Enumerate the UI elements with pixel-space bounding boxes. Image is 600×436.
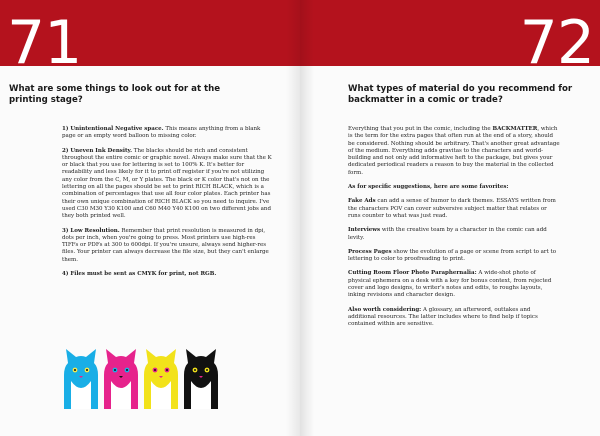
- list-item: [62, 271, 272, 278]
- list-item: [348, 198, 560, 220]
- item-heading: Fake Ads: [348, 198, 376, 205]
- cmyk-cats-illustration: [58, 345, 222, 411]
- list-item: [348, 270, 560, 299]
- gutter-shadow: [286, 0, 300, 436]
- list-item: [62, 126, 272, 141]
- list-item: [348, 307, 560, 329]
- gutter-shadow: [300, 0, 314, 436]
- item-text: can add a sense of humor to dark themes. ESSAYS written from the characters POV can cover subversive subject matter that relates or runs counter to what was just read.: [348, 198, 556, 219]
- cat-yellow-icon: [144, 349, 178, 409]
- answer-body: [62, 126, 272, 285]
- list-item: [348, 249, 560, 264]
- item-heading: Also worth considering:: [348, 306, 422, 313]
- item-text: with the creative team by a character in the comic can add levity.: [348, 227, 547, 241]
- list-item: [62, 228, 272, 264]
- item-heading: 1) Unintentional Negative space.: [62, 126, 164, 132]
- intro-text: Everything that you put in the comic, including the: [348, 126, 493, 132]
- item-heading: 2) Uneven Ink Density.: [62, 147, 133, 154]
- intro-text: , which is the term for the extra pages that often run at the end of a story, should be considered. Nothing should be arbitrary. That's another great advantage of the medium. Everything adds gravitas to the characters and world-building and not only add informative heft to the package, but gives your dedicated periodical readers a reason to buy the material in the collected form.: [348, 126, 560, 176]
- item-text: A wide-shot photo of physical ephemera on a desk with a key for bonus context, from rejected cover and logo designs, to writer's notes and edits, to roughs layouts, inking revisions and character design.: [348, 270, 552, 299]
- question-heading: What are some things to look out for at the printing stage?: [9, 84, 221, 105]
- intro-paragraph: [348, 126, 560, 177]
- cat-magenta-icon: [104, 349, 138, 409]
- item-heading: Process Pages: [348, 248, 392, 255]
- item-text: This means anything from a blank page or an empty word balloon to missing color.: [62, 126, 261, 140]
- suggestions-heading: As for specific suggestions, here are some favorites:: [348, 184, 509, 191]
- item-text: Remember that print resolution is measured in dpi, dots per inch, when you're going to press. Most printers use high-res TIFFs or PDFs at 300 to 600dpi. If you're unsure, always send higher-res files. Your printer can always decrease the file size, but they can't enlarge them.: [62, 227, 269, 263]
- cat-cyan-icon: [64, 349, 98, 409]
- page-number: 72: [519, 8, 594, 78]
- intro-term: BACKMATTER: [492, 126, 538, 132]
- item-heading: 4) Files must be sent as CMYK for print, not RGB.: [62, 271, 217, 278]
- list-item: [348, 227, 560, 242]
- list-item: [62, 148, 272, 221]
- answer-body: [348, 126, 560, 336]
- item-heading: 3) Low Resolution.: [62, 227, 120, 234]
- item-text: show the evolution of a page or scene from script to art to lettering to color to proofreading to print.: [348, 248, 557, 263]
- item-heading: Cutting Room Floor Photo Paraphernalia:: [348, 270, 477, 277]
- item-text: The blacks should be rich and consistent throughout the entire comic or graphic novel. Always make sure that the K or black that you use for lettering is set to 100% K. It's better for readability and less likely for it to print off register if you're not utilizing any color from the C, M, or Y plates. The black or K color that's not on the lettering on all the pages should be set to print RICH BLACK, which is a combination of percentages that use all four color plates. Each printer has their own unique combination of RICH BLACK so you need to inquire. I've used C30 M30 Y30 K100 and C60 M40 Y40 K100 on two different jobs and they both printed well.: [62, 147, 272, 220]
- cat-black-icon: [184, 349, 218, 409]
- item-heading: Interviews: [348, 227, 381, 234]
- question-heading: What types of material do you recommend for backmatter in a comic or trade?: [348, 84, 573, 105]
- right-page: [300, 0, 600, 436]
- item-text: A glossary, an afterword, outtakes and additional resources. The latter includes where to find help if topics contained within are sensitive.: [348, 306, 538, 328]
- page-number: 71: [7, 8, 82, 78]
